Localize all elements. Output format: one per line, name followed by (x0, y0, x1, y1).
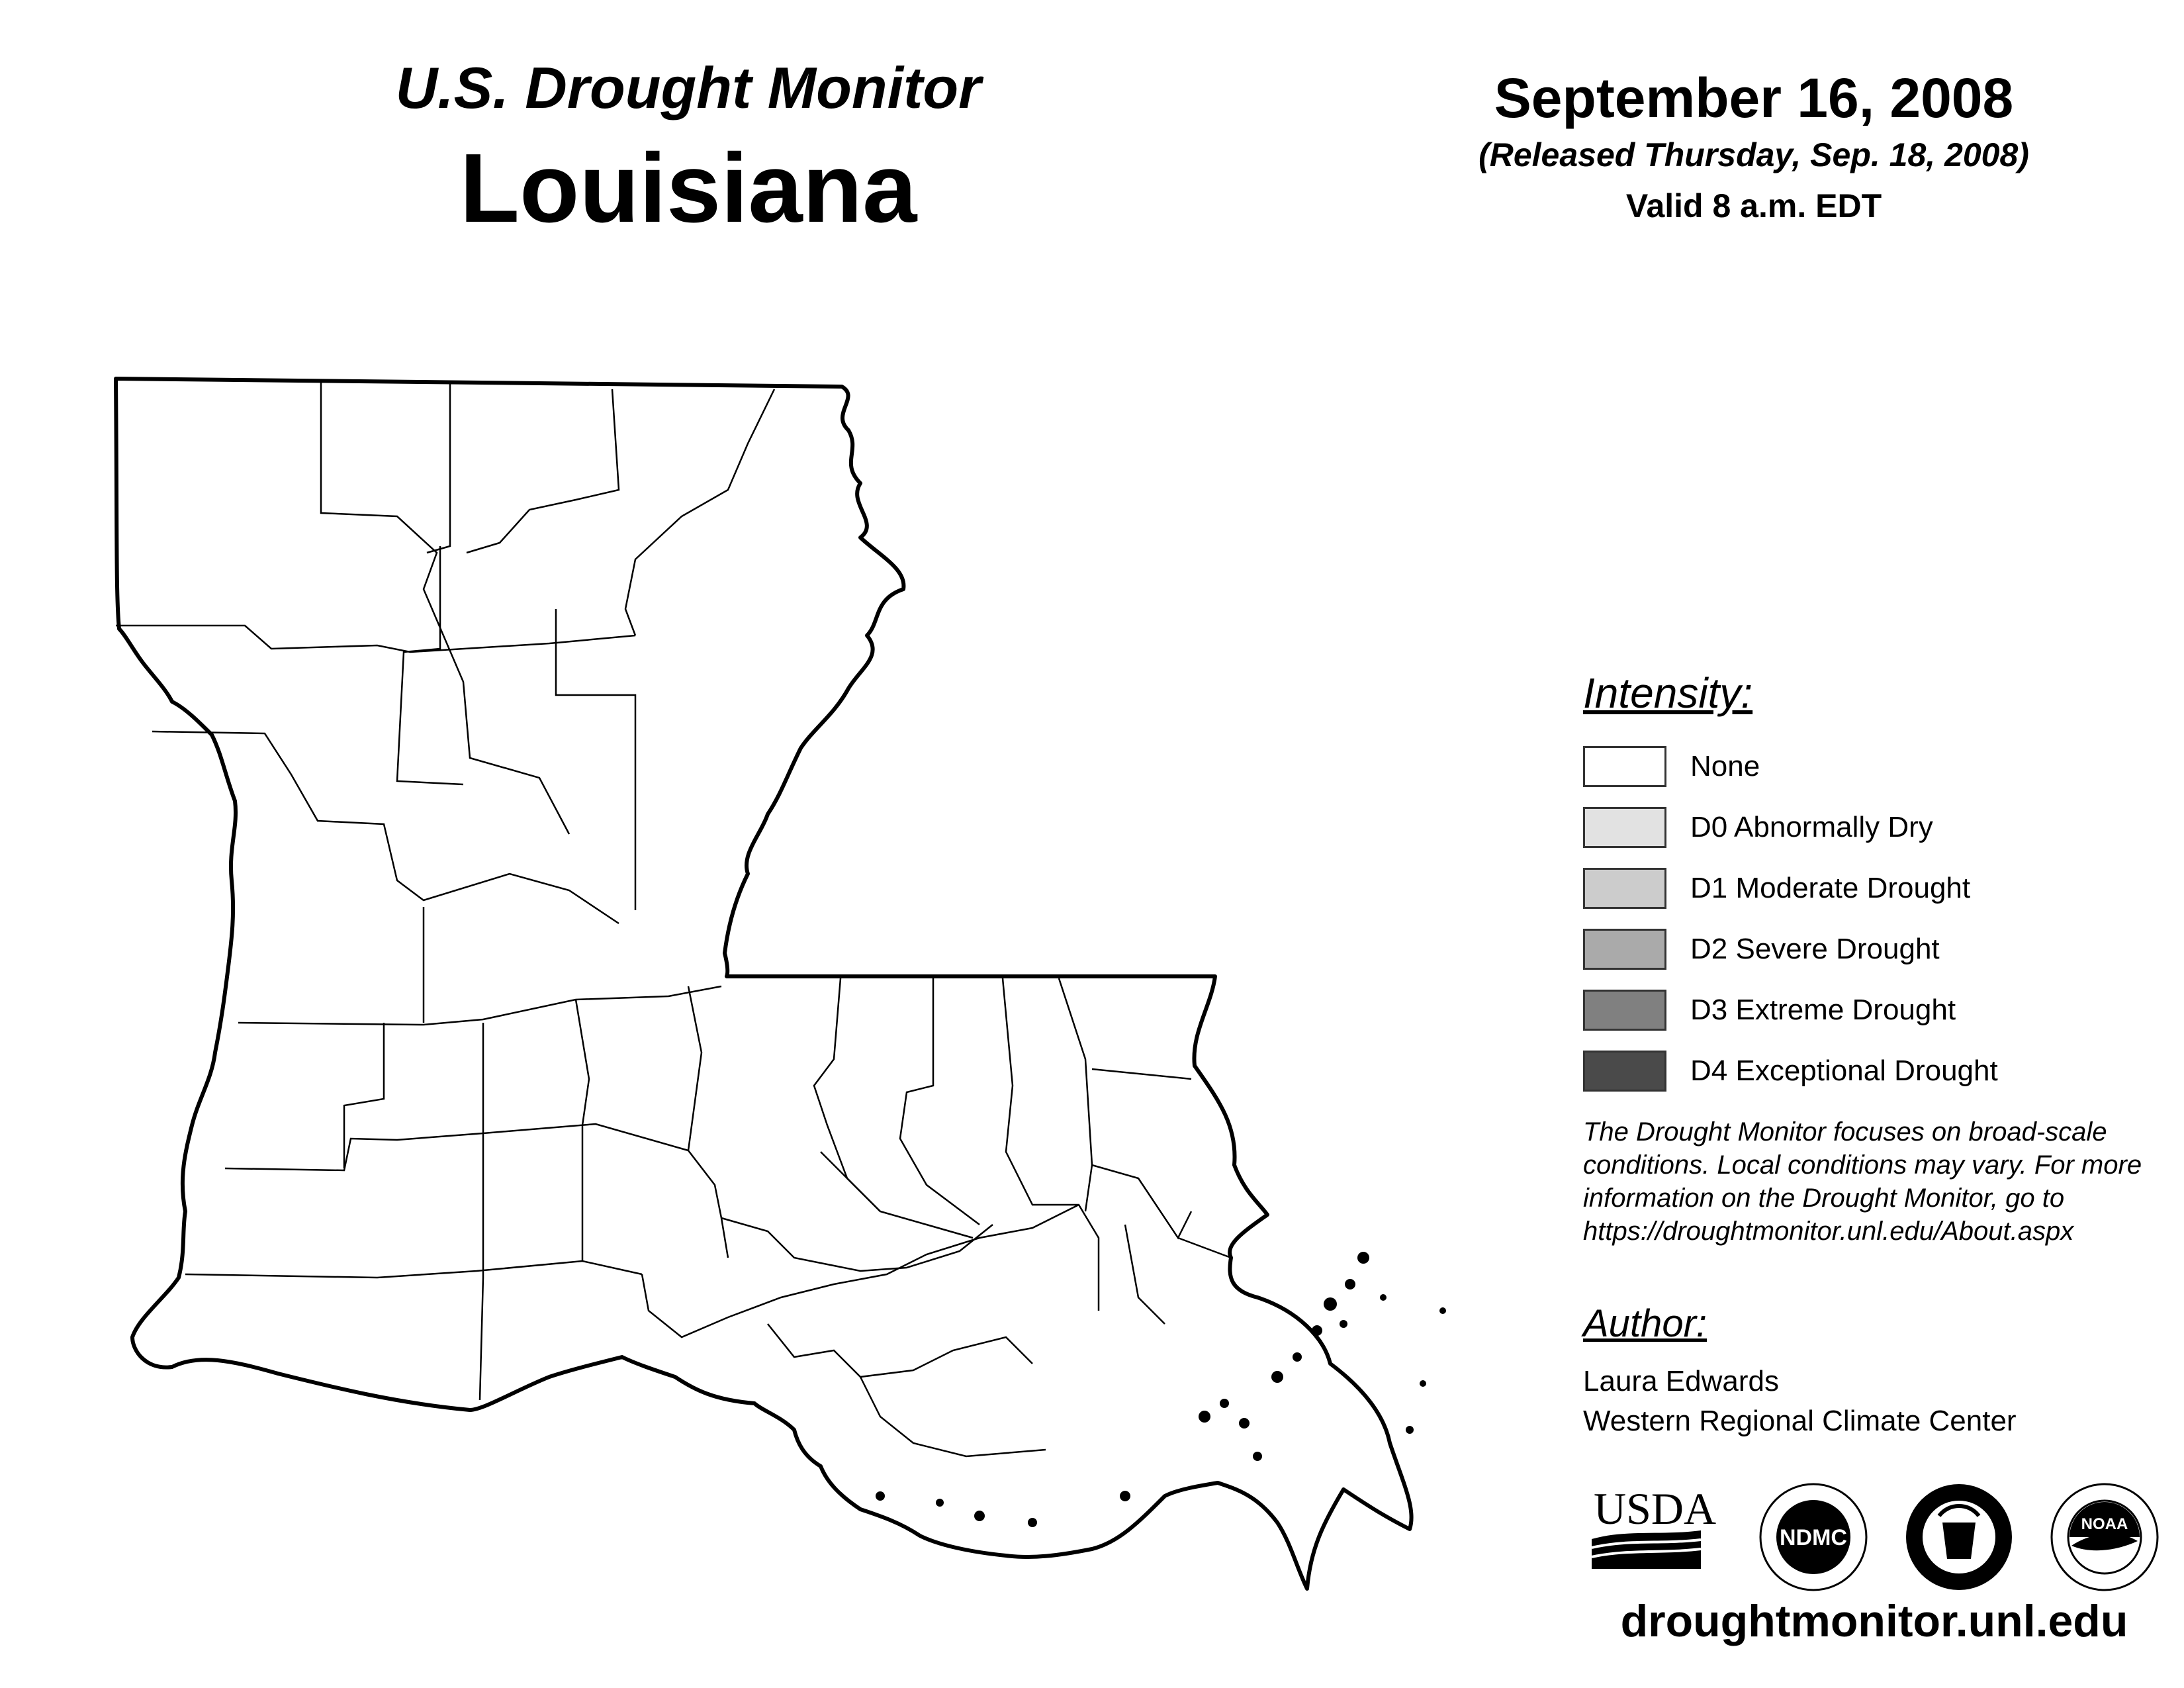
legend-swatch-d2 (1583, 929, 1666, 970)
usda-logo-text: USDA (1594, 1483, 1717, 1534)
ndmc-logo-text: NDMC (1780, 1525, 1847, 1550)
legend-item-d4 (1583, 1041, 1998, 1102)
legend-swatch-none (1583, 746, 1666, 787)
noaa-logo-text: NOAA (2081, 1515, 2128, 1533)
legend-item-d3 (1583, 980, 1998, 1041)
state-shape (116, 379, 1412, 1589)
commerce-seal (1906, 1484, 2012, 1590)
legend-item-d0 (1583, 797, 1998, 858)
disclaimer-note (1583, 1115, 2165, 1248)
note-line: conditions. Local conditions may vary. For more (1583, 1150, 2142, 1180)
author-name: Laura Edwards (1583, 1365, 1779, 1397)
legend-title: Intensity: (1583, 669, 1753, 717)
legend-swatch-d4 (1583, 1051, 1666, 1092)
author-organization: Western Regional Climate Center (1583, 1405, 2017, 1437)
website-url[interactable]: droughtmonitor.unl.edu (1620, 1596, 2128, 1646)
legend-label: None (1690, 750, 1760, 782)
note-link[interactable]: https://droughtmonitor.unl.edu/About.aspx (1583, 1217, 2074, 1246)
legend-item-none (1583, 736, 1998, 797)
map-title: Louisiana (459, 134, 917, 243)
legend-label: D1 Moderate Drought (1690, 872, 1971, 904)
legend-label: D0 Abnormally Dry (1690, 811, 1933, 843)
author-title: Author: (1583, 1302, 1707, 1345)
ndmc-logo (1760, 1484, 1866, 1590)
legend (1583, 736, 1998, 1102)
map-supertitle: U.S. Drought Monitor (395, 55, 981, 120)
legend-swatch-d1 (1583, 868, 1666, 909)
legend-item-d2 (1583, 919, 1998, 980)
legend-swatch-d0 (1583, 807, 1666, 848)
noaa-logo (2052, 1484, 2158, 1590)
note-line: The Drought Monitor focuses on broad-scale (1583, 1117, 2107, 1147)
partner-logos (1588, 1476, 2171, 1595)
legend-item-d1 (1583, 858, 1998, 919)
usda-logo (1592, 1483, 1716, 1569)
legend-swatch-d3 (1583, 990, 1666, 1031)
release-date: (Released Thursday, Sep. 18, 2008) (1479, 136, 2029, 173)
state-outline (116, 379, 1412, 1589)
valid-date: September 16, 2008 (1494, 67, 2014, 129)
legend-label: D3 Extreme Drought (1690, 994, 1956, 1026)
note-line: information on the Drought Monitor, go to (1583, 1184, 2065, 1213)
legend-label: D2 Severe Drought (1690, 933, 1940, 965)
legend-label: D4 Exceptional Drought (1690, 1055, 1998, 1087)
valid-time: Valid 8 a.m. EDT (1625, 187, 1882, 224)
